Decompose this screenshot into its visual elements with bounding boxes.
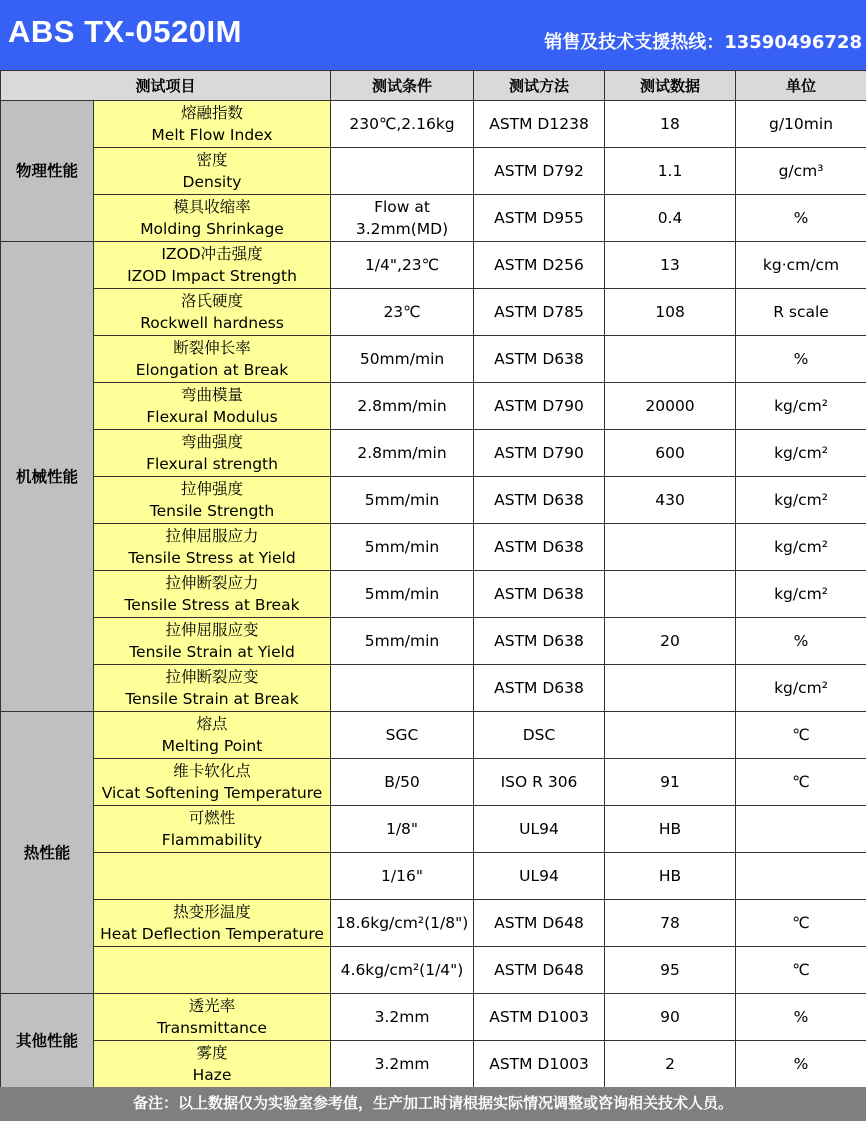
item-cn: 弯曲模量	[181, 386, 244, 404]
test-item	[94, 665, 331, 712]
test-condition	[331, 195, 474, 242]
test-method: ASTM D638	[474, 336, 605, 383]
test-condition: 2.8mm/min	[331, 383, 474, 430]
test-item	[94, 806, 331, 853]
item-en: Flexural Modulus	[146, 408, 278, 426]
item-cn: 熔点	[196, 715, 228, 733]
table-row	[1, 477, 866, 524]
test-condition: 3.2mm	[331, 1041, 474, 1088]
table-header-row	[1, 71, 866, 101]
test-unit: %	[736, 336, 866, 383]
test-condition: 5mm/min	[331, 571, 474, 618]
table-row	[1, 994, 866, 1041]
item-cn: 拉伸屈服应变	[165, 621, 259, 639]
test-method: ASTM D1003	[474, 994, 605, 1041]
table-row	[1, 712, 866, 759]
test-method: ASTM D638	[474, 571, 605, 618]
item-en: Heat Deflection Temperature	[100, 925, 324, 943]
category-other: 其他性能	[1, 994, 94, 1088]
test-item	[94, 383, 331, 430]
test-condition: B/50	[331, 759, 474, 806]
table-row	[1, 242, 866, 289]
table-row	[1, 430, 866, 477]
test-unit: kg/cm²	[736, 571, 866, 618]
test-unit: %	[736, 994, 866, 1041]
test-value: 0.4	[605, 195, 736, 242]
test-value: 108	[605, 289, 736, 336]
item-cn: 模具收缩率	[173, 198, 251, 216]
test-unit: kg/cm²	[736, 383, 866, 430]
item-en: Tensile Stress at Yield	[128, 549, 296, 567]
item-cn: 可燃性	[188, 809, 236, 827]
category-physical: 物理性能	[1, 101, 94, 242]
item-cn: 洛氏硬度	[181, 292, 244, 310]
test-method: ASTM D648	[474, 900, 605, 947]
test-value: 1.1	[605, 148, 736, 195]
test-value	[605, 665, 736, 712]
test-condition: 1/8"	[331, 806, 474, 853]
item-cn: IZOD冲击强度	[161, 245, 263, 263]
test-value: 13	[605, 242, 736, 289]
test-value	[605, 524, 736, 571]
test-unit	[736, 806, 866, 853]
test-method: DSC	[474, 712, 605, 759]
item-en: Haze	[192, 1066, 232, 1084]
item-cn: 拉伸断裂应变	[165, 668, 259, 686]
item-cn: 雾度	[196, 1044, 228, 1062]
test-item	[94, 430, 331, 477]
test-item	[94, 101, 331, 148]
test-condition: SGC	[331, 712, 474, 759]
test-condition: 5mm/min	[331, 524, 474, 571]
test-value: 20000	[605, 383, 736, 430]
test-method: ISO R 306	[474, 759, 605, 806]
test-value: 95	[605, 947, 736, 994]
condition-line-2: 3.2mm(MD)	[355, 220, 449, 238]
test-condition: 2.8mm/min	[331, 430, 474, 477]
test-item	[94, 524, 331, 571]
item-cn: 断裂伸长率	[173, 339, 251, 357]
col-header-condition: 测试条件	[331, 71, 474, 101]
item-en: Melting Point	[161, 737, 263, 755]
category-mechanical: 机械性能	[1, 242, 94, 712]
test-method: UL94	[474, 806, 605, 853]
test-condition: 3.2mm	[331, 994, 474, 1041]
item-cn: 熔融指数	[181, 104, 244, 122]
test-item	[94, 900, 331, 947]
table-row	[1, 900, 866, 947]
col-header-unit: 单位	[736, 71, 866, 101]
test-method: ASTM D792	[474, 148, 605, 195]
item-en: Tensile Strain at Yield	[129, 643, 295, 661]
test-unit: ℃	[736, 900, 866, 947]
test-value: 91	[605, 759, 736, 806]
test-unit: %	[736, 618, 866, 665]
test-condition: 23℃	[331, 289, 474, 336]
test-unit: %	[736, 1041, 866, 1088]
test-unit: ℃	[736, 712, 866, 759]
test-value: HB	[605, 806, 736, 853]
item-cn: 拉伸断裂应力	[165, 574, 259, 592]
condition-line-1: Flow at	[374, 198, 430, 216]
test-condition: 18.6kg/cm²(1/8")	[331, 900, 474, 947]
test-method: UL94	[474, 853, 605, 900]
test-unit: %	[736, 195, 866, 242]
title-bar	[0, 0, 866, 70]
test-value: 78	[605, 900, 736, 947]
table-row	[1, 1041, 866, 1088]
test-unit: R scale	[736, 289, 866, 336]
item-cn: 弯曲强度	[181, 433, 244, 451]
test-unit: g/10min	[736, 101, 866, 148]
item-cn: 拉伸屈服应力	[165, 527, 259, 545]
table-row	[1, 806, 866, 853]
test-item	[94, 759, 331, 806]
table-row	[1, 665, 866, 712]
category-thermal: 热性能	[1, 712, 94, 994]
col-header-method: 测试方法	[474, 71, 605, 101]
test-item	[94, 994, 331, 1041]
test-unit: g/cm³	[736, 148, 866, 195]
test-item	[94, 242, 331, 289]
test-unit: kg/cm²	[736, 430, 866, 477]
test-condition	[331, 665, 474, 712]
test-method: ASTM D638	[474, 665, 605, 712]
sales-hotline: 销售及技术支援热线：13590496728	[544, 32, 862, 53]
test-condition: 4.6kg/cm²(1/4")	[331, 947, 474, 994]
item-cn: 密度	[196, 151, 228, 169]
test-condition	[331, 148, 474, 195]
table-row	[1, 148, 866, 195]
test-unit: kg·cm/cm	[736, 242, 866, 289]
item-en: Density	[182, 173, 242, 191]
test-value: 20	[605, 618, 736, 665]
test-condition: 1/16"	[331, 853, 474, 900]
item-en: Flammability	[161, 831, 263, 849]
item-en: Tensile Strength	[149, 502, 275, 520]
test-method: ASTM D1238	[474, 101, 605, 148]
test-method: ASTM D638	[474, 618, 605, 665]
test-condition: 5mm/min	[331, 477, 474, 524]
item-en: Rockwell hardness	[140, 314, 284, 332]
test-item	[94, 336, 331, 383]
item-cn: 热变形温度	[173, 903, 251, 921]
item-en: IZOD Impact Strength	[127, 267, 297, 285]
footer-note: 备注：以上数据仅为实验室参考值，生产加工时请根据实际情况调整或咨询相关技术人员。	[0, 1087, 866, 1121]
test-unit: kg/cm²	[736, 524, 866, 571]
test-method: ASTM D790	[474, 430, 605, 477]
table-row	[1, 195, 866, 242]
item-en: Transmittance	[157, 1019, 267, 1037]
test-unit: kg/cm²	[736, 665, 866, 712]
test-condition: 50mm/min	[331, 336, 474, 383]
test-value	[605, 571, 736, 618]
item-en: Tensile Stress at Break	[124, 596, 300, 614]
test-value	[605, 336, 736, 383]
test-method: ASTM D785	[474, 289, 605, 336]
test-item	[94, 1041, 331, 1088]
col-header-item: 测试项目	[1, 71, 331, 101]
test-condition: 5mm/min	[331, 618, 474, 665]
table-row	[1, 101, 866, 148]
test-item	[94, 618, 331, 665]
test-method: ASTM D256	[474, 242, 605, 289]
test-value: 90	[605, 994, 736, 1041]
test-value: 600	[605, 430, 736, 477]
test-unit: ℃	[736, 759, 866, 806]
test-method: ASTM D648	[474, 947, 605, 994]
table-row	[1, 759, 866, 806]
col-header-data: 测试数据	[605, 71, 736, 101]
table-row	[1, 524, 866, 571]
test-item	[94, 477, 331, 524]
table-row	[1, 289, 866, 336]
table-row	[1, 571, 866, 618]
item-en: Tensile Strain at Break	[125, 690, 299, 708]
test-method: ASTM D955	[474, 195, 605, 242]
product-title: ABS TX-0520IM	[8, 14, 242, 49]
test-method: ASTM D1003	[474, 1041, 605, 1088]
test-condition: 1/4",23℃	[331, 242, 474, 289]
table-row	[1, 618, 866, 665]
test-method: ASTM D790	[474, 383, 605, 430]
item-en: Flexural strength	[146, 455, 278, 473]
test-condition: 230℃,2.16kg	[331, 101, 474, 148]
table-row	[1, 853, 866, 900]
test-unit	[736, 853, 866, 900]
test-value: 430	[605, 477, 736, 524]
test-method: ASTM D638	[474, 477, 605, 524]
test-item	[94, 195, 331, 242]
test-item	[94, 148, 331, 195]
table-row	[1, 336, 866, 383]
test-method: ASTM D638	[474, 524, 605, 571]
test-value: HB	[605, 853, 736, 900]
test-item	[94, 289, 331, 336]
test-item	[94, 571, 331, 618]
test-unit: kg/cm²	[736, 477, 866, 524]
item-en: Molding Shrinkage	[140, 220, 284, 238]
test-value: 18	[605, 101, 736, 148]
item-en: Elongation at Break	[135, 361, 289, 379]
test-item	[94, 712, 331, 759]
test-item	[94, 947, 331, 994]
test-item	[94, 853, 331, 900]
item-cn: 拉伸强度	[181, 480, 244, 498]
test-value	[605, 712, 736, 759]
spec-table	[0, 70, 866, 1088]
item-en: Melt Flow Index	[151, 126, 273, 144]
table-row	[1, 383, 866, 430]
item-cn: 透光率	[188, 997, 236, 1015]
table-row	[1, 947, 866, 994]
item-en: Vicat Softening Temperature	[101, 784, 323, 802]
test-value: 2	[605, 1041, 736, 1088]
test-unit: ℃	[736, 947, 866, 994]
item-cn: 维卡软化点	[173, 762, 251, 780]
